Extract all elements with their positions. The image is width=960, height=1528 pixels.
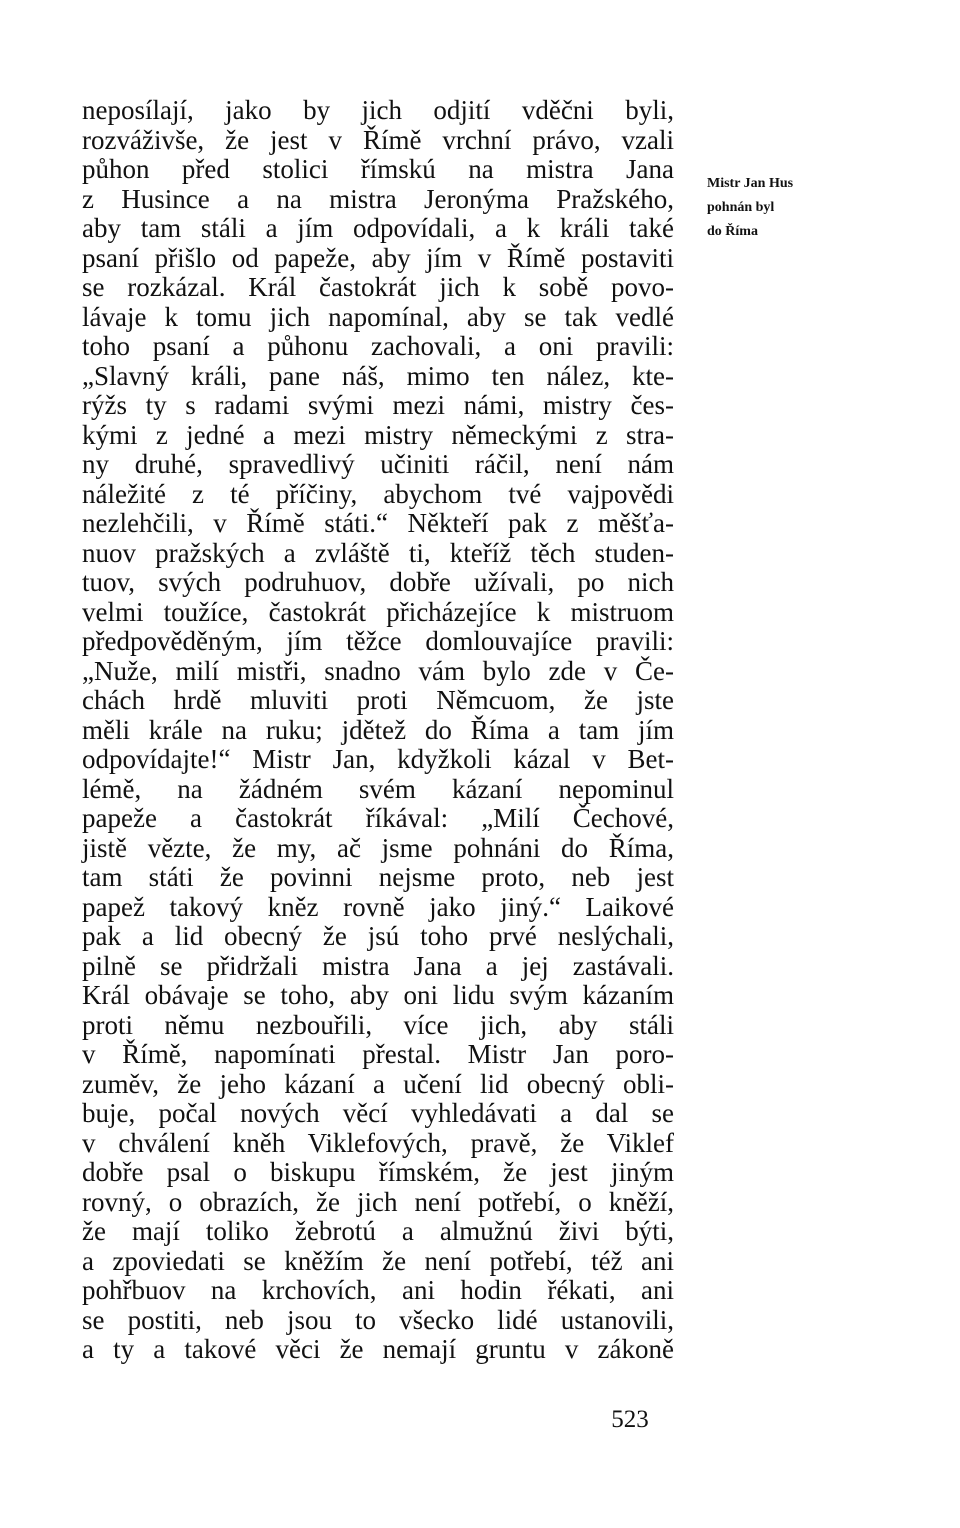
text-line: zuměv, že jeho kázaní a učení lid obecný obli- (82, 1068, 674, 1099)
text-line: náležité z té příčiny, abychom tvé vajpovědi (82, 478, 674, 509)
text-line: buje, počal nových věcí vyhledávati a dal se (82, 1098, 674, 1128)
text-line: lémě, na žádném svém kázaní nepominul (82, 773, 674, 804)
margin-note-line: pohnán byl (707, 200, 775, 215)
text-line: a ty a takové věci že nemají gruntu v zákoně (82, 1334, 674, 1364)
margin-note (707, 172, 837, 244)
text-line: v Římě, napomínati přestal. Mistr Jan poro- (82, 1039, 674, 1069)
text-line: půhon před stolici římskú na mistra Jana (82, 154, 674, 184)
margin-note-line: Mistr Jan Hus (707, 176, 794, 191)
text-line: předpověděným, jím těžce domlouvajíce pravili: (82, 626, 674, 656)
text-line: dobře psal o biskupu římském, že jest jiným (82, 1157, 674, 1187)
text-line: „Slavný králi, pane náš, mimo ten nález, kte- (82, 360, 674, 391)
text-line: Král obávaje se toho, aby oni lidu svým kázaním (82, 980, 674, 1010)
text-line: rýžs ty s radami svými mezi námi, mistry čes- (82, 390, 674, 420)
text-line: pak a lid obecný že jsú toho prvé neslýchali, (82, 921, 674, 951)
text-line: se rozkázal. Král častokrát jich k sobě povo- (82, 272, 674, 302)
text-line: tam státi že povinni nejsme proto, neb jest (82, 862, 674, 892)
body-text (82, 96, 674, 1365)
text-line: toho psaní a půhonu zachovali, a oni pravili: (82, 331, 674, 361)
text-line: nuov pražských a zvláště ti, kteříž těch studen- (82, 537, 674, 568)
text-line: z Husince a na mistra Jeronýma Pražského, (82, 183, 674, 214)
margin-note-line: do Říma (707, 224, 758, 239)
text-line: pohřbuov na krchovích, ani hodin řékati, ani (82, 1275, 674, 1305)
text-line: rozváživše, že jest v Římě vrchní právo, vzali (82, 124, 674, 155)
text-line: proti němu nezbouřili, více jich, aby stáli (82, 1009, 674, 1040)
text-line: odpovídajte!“ Mistr Jan, kdyžkoli kázal v Bet- (82, 744, 674, 774)
text-line: že mají toliko žebrotú a almužnú živi býti, (82, 1216, 674, 1246)
page-number: 523 (611, 1406, 649, 1433)
text-line: tuov, svých podruhuov, dobře užívali, po nich (82, 567, 674, 597)
text-line: papeže a častokrát říkával: „Milí Čechové, (82, 803, 674, 833)
text-line: kými z jedné a mezi mistry německými z stra- (82, 419, 674, 450)
text-line: v chválení kněh Viklefových, pravě, že Viklef (82, 1127, 674, 1158)
text-line: a zpoviedati se kněžím že není potřebí, též ani (82, 1245, 674, 1276)
text-line: pilně se přidržali mistra Jana a jej zastávali. (82, 950, 674, 981)
text-line: velmi toužíce, častokrát přicházejíce k mistruom (82, 596, 674, 627)
text-line: ny druhé, spravedlivý učiniti ráčil, není nám (82, 449, 674, 479)
text-line: lávaje k tomu jich napomínal, aby se tak vedlé (82, 301, 674, 332)
text-line: jistě vězte, že my, ač jsme pohnáni do Říma, (82, 832, 674, 863)
text-line: „Nuže, milí mistři, snadno vám bylo zde v Če- (82, 655, 674, 686)
text-line: rovný, o obrazích, že jich není potřebí, o kněží, (82, 1186, 674, 1217)
text-line: se postiti, neb jsou to všecko lidé ustanovili, (82, 1304, 674, 1335)
text-line: měli krále na ruku; jdětež do Říma a tam jím (82, 714, 674, 745)
text-line: psaní přišlo od papeže, aby jím v Římě postaviti (82, 242, 674, 273)
text-line: chách hrdě mluviti proti Němcuom, že jste (82, 685, 674, 715)
text-line: aby tam stáli a jím odpovídali, a k králi také (82, 213, 674, 243)
text-line: neposílají, jako by jich odjití vděčni byli, (82, 95, 674, 125)
text-line: nezlehčili, v Římě státi.“ Někteří pak z měšťa- (82, 508, 674, 538)
text-line: papež takový kněz rovně jako jiný.“ Laikové (82, 891, 674, 922)
